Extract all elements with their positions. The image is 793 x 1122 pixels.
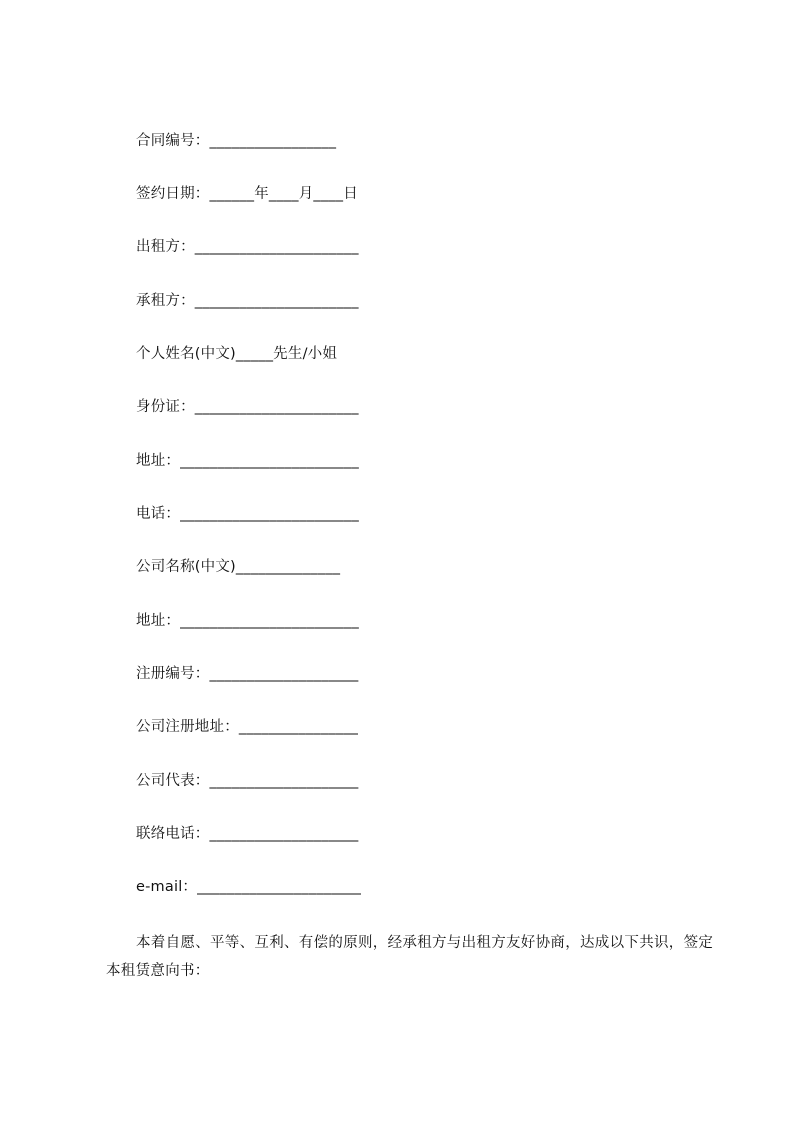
company-address-field: 地址：________________________: [136, 613, 359, 629]
personal-address-field: 地址：________________________: [136, 453, 359, 469]
registration-number-field: 注册编号：____________________: [136, 666, 359, 682]
contact-phone-field: 联络电话：____________________: [136, 826, 359, 842]
contract-number-field: 合同编号：_________________: [136, 133, 337, 149]
registered-address-field: 公司注册地址：________________: [136, 719, 359, 735]
intro-paragraph: 本着自愿、平等、互利、有偿的原则，经承租方与出租方友好协商，达成以下共识，签定本租赁意向书：: [106, 935, 714, 979]
phone-field: 电话：________________________: [136, 506, 359, 522]
id-card-field: 身份证：______________________: [136, 399, 359, 415]
signing-date-field: 签约日期：______年____月____日: [136, 186, 358, 202]
company-name-field: 公司名称(中文)______________: [136, 559, 341, 575]
email-field: e-mail：______________________: [136, 879, 362, 895]
company-representative-field: 公司代表：____________________: [136, 773, 359, 789]
lessor-field: 出租方：______________________: [136, 239, 359, 255]
personal-name-field: 个人姓名(中文)_____先生/小姐: [136, 346, 338, 362]
lessee-field: 承租方：______________________: [136, 293, 359, 309]
